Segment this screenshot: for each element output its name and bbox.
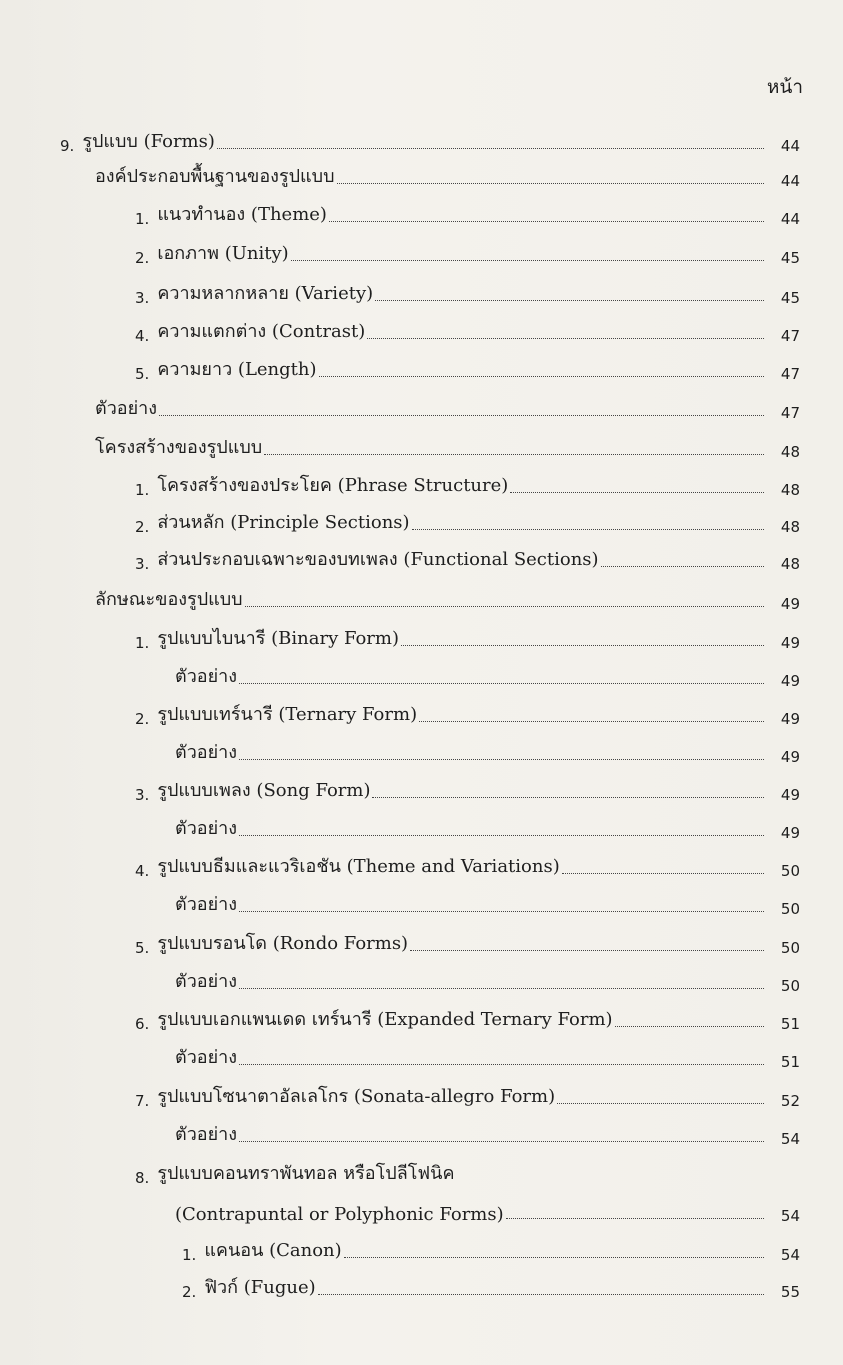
toc-entry-page: 47 bbox=[780, 365, 800, 383]
toc-entry bbox=[135, 469, 800, 499]
toc-entry-title: ตัวอย่าง bbox=[175, 971, 238, 992]
toc-entry-number: 9. bbox=[60, 137, 75, 155]
dot-leader bbox=[239, 759, 764, 760]
toc-entry-number: 3. bbox=[135, 555, 150, 573]
toc-entry bbox=[135, 543, 800, 573]
toc-entry-title: ตัวอย่าง bbox=[175, 742, 238, 763]
dot-leader bbox=[510, 492, 764, 493]
dot-leader bbox=[557, 1103, 764, 1104]
toc-entry-page: 50 bbox=[780, 900, 800, 918]
toc-entry-title: (Contrapuntal or Polyphonic Forms) bbox=[175, 1204, 504, 1225]
dot-leader bbox=[318, 1294, 764, 1295]
toc-entry bbox=[175, 965, 800, 995]
toc-entry-page: 55 bbox=[780, 1283, 800, 1301]
dot-leader bbox=[506, 1218, 764, 1219]
toc-entry-title: ส่วนหลัก (Principle Sections) bbox=[157, 512, 410, 533]
toc-entry-number: 1. bbox=[182, 1246, 197, 1264]
toc-entry-title: ตัวอย่าง bbox=[175, 666, 238, 687]
page-column-heading: หน้า bbox=[766, 76, 803, 98]
toc-entry-title: ลักษณะของรูปแบบ bbox=[95, 589, 243, 610]
toc-entry-title: โครงสร้างของประโยค (Phrase Structure) bbox=[157, 475, 509, 496]
toc-entry bbox=[135, 1080, 800, 1110]
toc-entry-title: โครงสร้างของรูปแบบ bbox=[95, 437, 263, 458]
dot-leader bbox=[375, 300, 764, 301]
toc-entry-page: 48 bbox=[780, 481, 800, 499]
toc-entry bbox=[175, 812, 800, 842]
toc-entry-page: 44 bbox=[780, 210, 800, 228]
toc-entry bbox=[60, 125, 800, 155]
toc-entry-number: 4. bbox=[135, 862, 150, 880]
toc-entry-title: แนวทำนอง (Theme) bbox=[157, 204, 327, 225]
dot-leader bbox=[401, 645, 764, 646]
toc-entry-title: ตัวอย่าง bbox=[175, 1124, 238, 1145]
dot-leader bbox=[319, 376, 764, 377]
dot-leader bbox=[217, 148, 764, 149]
toc-entry-title: ความยาว (Length) bbox=[157, 359, 317, 380]
toc-entry-number: 6. bbox=[135, 1015, 150, 1033]
toc-entry-page: 51 bbox=[780, 1053, 800, 1071]
toc-entry bbox=[95, 431, 800, 461]
toc-entry-page: 50 bbox=[780, 977, 800, 995]
toc-entry-page: 50 bbox=[780, 939, 800, 957]
dot-leader bbox=[245, 606, 764, 607]
dot-leader bbox=[239, 911, 764, 912]
toc-entry-title: ตัวอย่าง bbox=[175, 818, 238, 839]
toc-entry bbox=[175, 888, 800, 918]
toc-entry bbox=[135, 774, 800, 804]
toc-entry-page: 49 bbox=[780, 786, 800, 804]
toc-entry bbox=[135, 353, 800, 383]
dot-leader bbox=[239, 1064, 764, 1065]
dot-leader bbox=[419, 721, 764, 722]
dot-leader bbox=[367, 338, 764, 339]
toc-entry-title: แคนอน (Canon) bbox=[204, 1240, 342, 1261]
toc-entry bbox=[135, 277, 800, 307]
toc-entry bbox=[95, 583, 800, 613]
toc-entry bbox=[175, 736, 800, 766]
toc-entry-title: รูปแบบเพลง (Song Form) bbox=[157, 780, 371, 801]
dot-leader bbox=[615, 1026, 764, 1027]
toc-entry-page: 48 bbox=[780, 518, 800, 536]
toc-entry bbox=[175, 660, 800, 690]
toc-entry-page: 45 bbox=[780, 249, 800, 267]
toc-entry-page: 54 bbox=[780, 1207, 800, 1225]
toc-entry bbox=[175, 1041, 800, 1071]
toc-entry-page: 50 bbox=[780, 862, 800, 880]
toc-entry-page: 48 bbox=[780, 555, 800, 573]
toc-entry-page: 49 bbox=[780, 824, 800, 842]
toc-entry-title: องค์ประกอบพื้นฐานของรูปแบบ bbox=[95, 166, 335, 187]
toc-entry-title: รูปแบบเทร์นารี (Ternary Form) bbox=[157, 704, 418, 725]
toc-entry bbox=[135, 315, 800, 345]
dot-leader bbox=[344, 1257, 764, 1258]
dot-leader bbox=[239, 988, 764, 989]
toc-entry-title: รูปแบบเอกแพนเดด เทร์นารี (Expanded Ternary Form) bbox=[157, 1009, 613, 1030]
toc-entry bbox=[175, 1118, 800, 1148]
toc-entry bbox=[135, 1003, 800, 1033]
dot-leader bbox=[159, 415, 764, 416]
toc-entry bbox=[135, 506, 800, 536]
toc-entry bbox=[175, 1195, 800, 1225]
toc-entry-page: 49 bbox=[780, 672, 800, 690]
toc-entry-number: 1. bbox=[135, 210, 150, 228]
toc-entry-number: 4. bbox=[135, 327, 150, 345]
toc-entry bbox=[135, 198, 800, 228]
dot-leader bbox=[329, 221, 764, 222]
toc-entry-page: 48 bbox=[780, 443, 800, 461]
toc-entry-number: 8. bbox=[135, 1169, 150, 1187]
dot-leader bbox=[264, 454, 764, 455]
toc-entry-number: 1. bbox=[135, 481, 150, 499]
toc-entry-number: 3. bbox=[135, 289, 150, 307]
toc-entry-title: รูปแบบธีมและแวริเอชัน (Theme and Variations) bbox=[157, 856, 560, 877]
toc-entry bbox=[95, 392, 800, 422]
toc-entry bbox=[135, 237, 800, 267]
toc-entry-page: 44 bbox=[780, 172, 800, 190]
toc-entry-number: 2. bbox=[135, 249, 150, 267]
toc-entry-page: 54 bbox=[780, 1246, 800, 1264]
toc-entry-page: 47 bbox=[780, 327, 800, 345]
toc-entry-number: 1. bbox=[135, 634, 150, 652]
toc-entry bbox=[182, 1271, 800, 1301]
toc-entry-number: 7. bbox=[135, 1092, 150, 1110]
toc-entry-title: ตัวอย่าง bbox=[175, 1047, 238, 1068]
toc-entry-page: 49 bbox=[780, 634, 800, 652]
toc-entry bbox=[135, 850, 800, 880]
toc-entry-page: 44 bbox=[780, 137, 800, 155]
toc-entry bbox=[135, 698, 800, 728]
dot-leader bbox=[239, 683, 764, 684]
toc-entry-number: 2. bbox=[135, 710, 150, 728]
dot-leader bbox=[239, 1141, 764, 1142]
toc-entry-number: 5. bbox=[135, 365, 150, 383]
toc-entry-title: ความแตกต่าง (Contrast) bbox=[157, 321, 366, 342]
toc-entry bbox=[95, 160, 800, 190]
dot-leader bbox=[291, 260, 764, 261]
toc-entry-page: 49 bbox=[780, 710, 800, 728]
toc-entry-title: รูปแบบไบนารี (Binary Form) bbox=[157, 628, 400, 649]
toc-entry-title: ความหลากหลาย (Variety) bbox=[157, 283, 374, 304]
toc-entry-title: รูปแบบรอนโด (Rondo Forms) bbox=[157, 933, 409, 954]
dot-leader bbox=[410, 950, 764, 951]
toc-entry bbox=[135, 927, 800, 957]
dot-leader bbox=[601, 566, 764, 567]
toc-entry-page: 49 bbox=[780, 595, 800, 613]
toc-entry-page: 51 bbox=[780, 1015, 800, 1033]
dot-leader bbox=[412, 529, 764, 530]
toc-entry-title: รูปแบบ (Forms) bbox=[82, 131, 215, 152]
toc-entry-number: 2. bbox=[135, 518, 150, 536]
dot-leader bbox=[372, 797, 764, 798]
toc-entry-title: ตัวอย่าง bbox=[95, 398, 158, 419]
dot-leader bbox=[562, 873, 764, 874]
toc-entry-number: 2. bbox=[182, 1283, 197, 1301]
toc-entry-number: 5. bbox=[135, 939, 150, 957]
dot-leader bbox=[239, 835, 764, 836]
toc-entry-title: รูปแบบโซนาตาอัลเลโกร (Sonata-allegro Form) bbox=[157, 1086, 556, 1107]
dot-leader bbox=[337, 183, 764, 184]
toc-entry-number: 3. bbox=[135, 786, 150, 804]
toc-entry-page: 49 bbox=[780, 748, 800, 766]
toc-entry-title: รูปแบบคอนทราพันทอล หรือโปลีโฟนิค bbox=[157, 1163, 455, 1184]
toc-entry bbox=[135, 622, 800, 652]
toc-entry-page: 45 bbox=[780, 289, 800, 307]
toc-entry-page: 47 bbox=[780, 404, 800, 422]
toc-entry-title: เอกภาพ (Unity) bbox=[157, 243, 289, 264]
toc-entry bbox=[135, 1157, 800, 1187]
toc-entry-title: ฟิวก์ (Fugue) bbox=[204, 1277, 316, 1298]
toc-entry-page: 52 bbox=[780, 1092, 800, 1110]
toc-entry-title: ส่วนประกอบเฉพาะของบทเพลง (Functional Sections) bbox=[157, 549, 599, 570]
toc-entry-title: ตัวอย่าง bbox=[175, 894, 238, 915]
toc-entry-page: 54 bbox=[780, 1130, 800, 1148]
toc-entry bbox=[182, 1234, 800, 1264]
